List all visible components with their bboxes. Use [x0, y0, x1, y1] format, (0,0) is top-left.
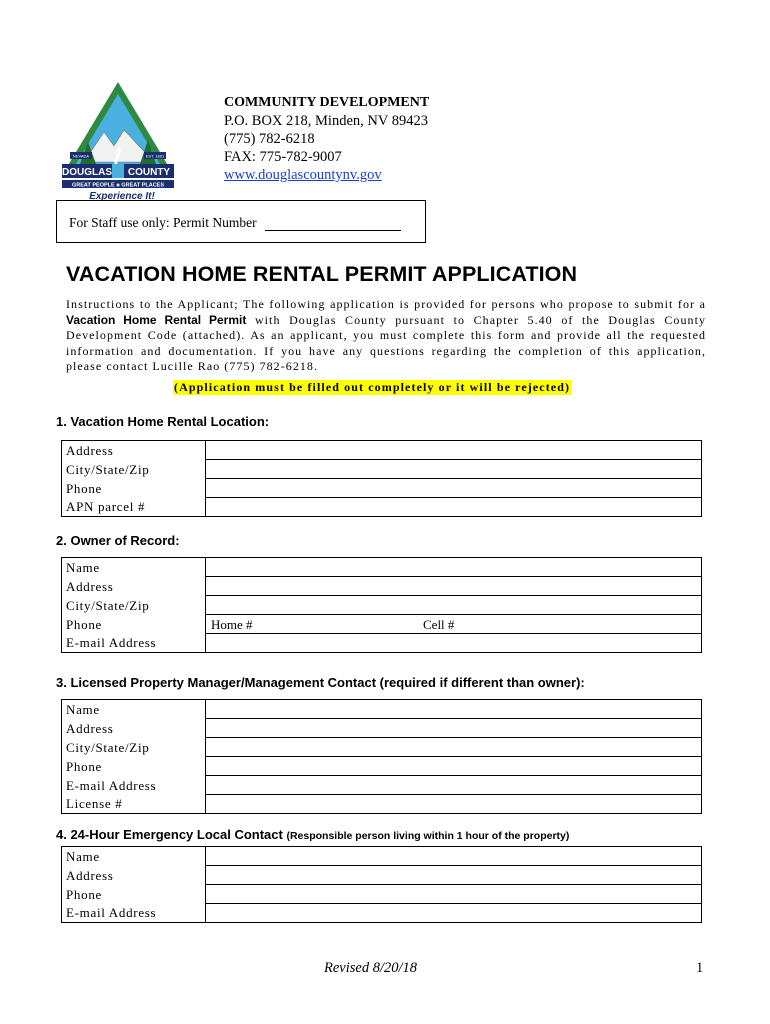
- emergency-address-field[interactable]: [206, 866, 702, 885]
- logo-badge-right: EST. 1861: [145, 153, 165, 159]
- table-row: [62, 776, 702, 795]
- org-name: COMMUNITY DEVELOPMENT: [224, 95, 430, 110]
- logo-tagline: GREAT PEOPLE ♣ GREAT PLACES: [71, 182, 165, 189]
- row-label: Address: [62, 719, 206, 738]
- section-3-table: [61, 699, 702, 814]
- revision-date: Revised 8/20/18: [324, 960, 418, 976]
- row-label: Address: [62, 866, 206, 885]
- owner-address-field[interactable]: [206, 577, 702, 596]
- manager-license-field[interactable]: [206, 795, 702, 814]
- manager-name-field[interactable]: [206, 700, 702, 719]
- section-1-title: 1. Vacation Home Rental Location:: [56, 414, 270, 429]
- instructions-part1: Instructions to the Applicant; The following application is provided for persons who propose to submit for a: [66, 297, 706, 311]
- owner-email-field[interactable]: [206, 634, 702, 653]
- fax-number: FAX: 775-782-9007: [224, 149, 342, 165]
- page-title: VACATION HOME RENTAL PERMIT APPLICATION: [66, 262, 578, 286]
- manager-address-field[interactable]: [206, 719, 702, 738]
- table-row: [62, 498, 702, 517]
- instructions: [66, 297, 706, 375]
- table-row: [62, 460, 702, 479]
- page-number: 1: [696, 960, 704, 976]
- row-label: E-mail Address: [62, 904, 206, 923]
- city-state-zip-field[interactable]: [206, 460, 702, 479]
- table-row: [62, 866, 702, 885]
- row-label: E-mail Address: [62, 634, 206, 653]
- table-row: [62, 634, 702, 653]
- section-2-table: [61, 557, 702, 653]
- table-row: [62, 795, 702, 814]
- website-link[interactable]: www.douglascountynv.gov: [224, 167, 382, 183]
- instructions-part2: with Douglas County pursuant to Chapter 5.40 of the Douglas County Development Code (attached). As an applicant, you must complete this form and provide all the requested information and documentation. If you have any questions regarding the completion of this application, please contact Lucille Rao (775) 782-6218.: [66, 312, 707, 373]
- section-4-title-main: 4. 24-Hour Emergency Local Contact: [56, 827, 287, 842]
- cell-phone-label: Cell #: [423, 616, 455, 632]
- permit-number-field[interactable]: [265, 218, 401, 231]
- table-row: [62, 719, 702, 738]
- table-row: [62, 738, 702, 757]
- section-1-table: [61, 440, 702, 517]
- table-row: [62, 596, 702, 615]
- row-label: E-mail Address: [62, 776, 206, 795]
- staff-use-label: [69, 215, 401, 231]
- table-row: [62, 885, 702, 904]
- row-label: License #: [62, 795, 206, 814]
- section-2-title: 2. Owner of Record:: [56, 533, 180, 548]
- row-label: Address: [62, 577, 206, 596]
- contact-header: [224, 94, 429, 184]
- row-label: Phone: [62, 615, 206, 634]
- phone-field[interactable]: [206, 479, 702, 498]
- manager-email-field[interactable]: [206, 776, 702, 795]
- emergency-email-field[interactable]: [206, 904, 702, 923]
- table-row: [62, 558, 702, 577]
- manager-phone-field[interactable]: [206, 757, 702, 776]
- row-label: Phone: [62, 479, 206, 498]
- instructions-bold: Vacation Home Rental Permit: [66, 312, 247, 327]
- table-row: [62, 479, 702, 498]
- manager-city-state-zip-field[interactable]: [206, 738, 702, 757]
- po-box: P.O. BOX 218, Minden, NV 89423: [224, 113, 428, 129]
- emergency-name-field[interactable]: [206, 847, 702, 866]
- table-row: [62, 757, 702, 776]
- table-row: [62, 847, 702, 866]
- phone-number: (775) 782-6218: [224, 131, 315, 147]
- row-label: Address: [62, 441, 206, 460]
- logo-name-left: DOUGLAS: [62, 167, 112, 178]
- table-row: [62, 700, 702, 719]
- douglas-county-logo: [60, 80, 175, 202]
- apn-parcel-field[interactable]: [206, 498, 702, 517]
- row-label: APN parcel #: [62, 498, 206, 517]
- table-row: [62, 904, 702, 923]
- rejection-warning: (Application must be filled out completely or it will be rejected): [174, 380, 571, 394]
- address-field[interactable]: [206, 441, 702, 460]
- home-phone-label: Home #: [211, 616, 253, 632]
- section-4-table: [61, 846, 702, 923]
- logo-graphic: [60, 80, 175, 202]
- staff-label-text: For Staff use only: Permit Number: [69, 215, 257, 230]
- owner-name-field[interactable]: [206, 558, 702, 577]
- table-row: [62, 615, 702, 634]
- section-4-title: [56, 827, 569, 842]
- logo-badge-left: NEVADA: [72, 153, 90, 159]
- logo-slogan: Experience It!: [89, 191, 155, 202]
- section-4-title-note: (Responsible person living within 1 hour of the property): [286, 830, 570, 842]
- table-row: [62, 577, 702, 596]
- row-label: City/State/Zip: [62, 738, 206, 757]
- row-label: Name: [62, 700, 206, 719]
- table-row: [62, 441, 702, 460]
- staff-use-box: [56, 200, 426, 243]
- owner-city-state-zip-field[interactable]: [206, 596, 702, 615]
- row-label: Name: [62, 847, 206, 866]
- logo-name-right: COUNTY: [127, 167, 171, 178]
- row-label: City/State/Zip: [62, 596, 206, 615]
- owner-phone-field[interactable]: [206, 615, 702, 634]
- row-label: City/State/Zip: [62, 460, 206, 479]
- row-label: Phone: [62, 885, 206, 904]
- row-label: Phone: [62, 757, 206, 776]
- section-3-title: 3. Licensed Property Manager/Management Contact (required if different than owner):: [56, 675, 585, 690]
- emergency-phone-field[interactable]: [206, 885, 702, 904]
- row-label: Name: [62, 558, 206, 577]
